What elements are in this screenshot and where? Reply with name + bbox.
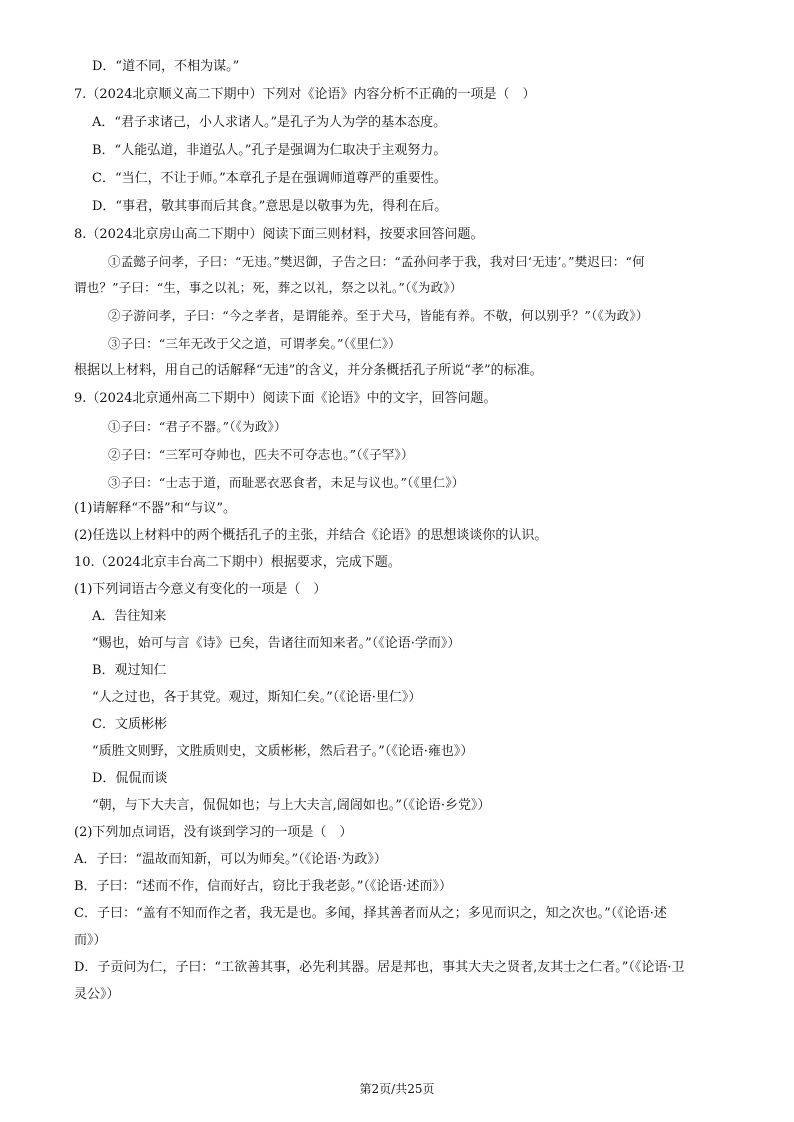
quote-10-1c: “质胜文则野，文胜质则史，文质彬彬，然后君子。”（《论语·雍也》） bbox=[92, 744, 474, 759]
option-10-1b: B．观过知仁 bbox=[92, 663, 167, 678]
question-10-2: (2)下列加点词语，没有谈到学习的一项是（ ） bbox=[74, 825, 353, 840]
material-8-1-line-2: 谓也？”子曰：“生，事之以礼；死，葬之以礼，祭之以礼。”（《为政》） bbox=[74, 280, 463, 295]
quote-10-1a: “赐也，始可与言《诗》已矣，告诸往而知来者。”（《论语·学而》） bbox=[92, 636, 461, 651]
question-9-2: (2)任选以上材料中的两个概括孔子的主张，并结合《论语》的思想谈谈你的认识。 bbox=[74, 528, 548, 543]
quote-10-1d: “朝，与下大夫言，侃侃如也；与上大夫言,訚訚如也。”（《论语·乡党》） bbox=[92, 798, 491, 813]
material-8-1-line-1: ①孟懿子问孝，子曰：“无违。”樊迟御，子告之曰：“孟孙问孝于我，我对曰‘无违’。”樊迟曰：“何 bbox=[108, 254, 645, 269]
material-8-2: ②子游问孝，子曰：“今之孝者，是谓能养。至于犬马，皆能有养。不敬，何以别乎？”（《为政》） bbox=[108, 308, 649, 323]
question-8: 8.（2024北京房山高二下期中）阅读下面三则材料，按要求回答问题。 bbox=[74, 227, 484, 242]
option-10-2c-line-2: 而》） bbox=[74, 933, 107, 948]
question-10: 10.（2024北京丰台高二下期中）根据要求，完成下题。 bbox=[74, 555, 401, 570]
option-10-1d: D．侃侃而谈 bbox=[92, 771, 168, 786]
option-10-1a: A．告往知来 bbox=[92, 609, 167, 624]
material-9-1: ①子曰：“君子不器。”（《为政》） bbox=[108, 419, 287, 434]
option-10-2a: A．子曰：“温故而知新，可以为师矣。”（《论语·为政》） bbox=[74, 852, 387, 867]
option-10-2d-line-1: D．子贡问为仁，子曰：“工欲善其事，必先利其器。居是邦也，事其大夫之贤者,友其士之仁者。”（《论语·卫 bbox=[74, 960, 685, 975]
option-10-2b: B．子曰：“述而不作，信而好古，窃比于我老彭。”（《论语·述而》） bbox=[74, 879, 452, 894]
question-9: 9.（2024北京通州高二下期中）阅读下面《论语》中的文字，回答问题。 bbox=[74, 391, 497, 406]
option-7a: A．“君子求诸己，小人求诸人。”是孔子为人为学的基本态度。 bbox=[92, 115, 447, 130]
option-10-2d-line-2: 灵公》） bbox=[74, 987, 120, 1002]
option-7c: C．“当仁，不让于师。”本章孔子是在强调师道尊严的重要性。 bbox=[92, 171, 447, 186]
question-8-prompt: 根据以上材料，用自己的话解释“无违”的含义，并分条概括孔子所说“孝”的标准。 bbox=[74, 363, 543, 378]
option-7d: D．“事君，敬其事而后其食。”意思是以敬事为先，得利在后。 bbox=[92, 199, 448, 214]
question-9-1: (1)请解释“不器”和“与议”。 bbox=[74, 501, 236, 516]
material-9-3: ③子曰：“士志于道，而耻恶衣恶食者，未足与议也。”（《里仁》） bbox=[108, 475, 465, 490]
question-10-1: (1)下列词语古今意义有变化的一项是（ ） bbox=[74, 582, 327, 597]
question-7: 7.（2024北京顺义高二下期中）下列对《论语》内容分析不正确的一项是（ ） bbox=[74, 87, 536, 102]
option-6d: D．“道不同，不相为谋。” bbox=[92, 59, 240, 74]
material-8-3: ③子曰：“三年无改于父之道，可谓孝矣。”（《里仁》） bbox=[108, 336, 401, 351]
page-footer: 第2页/共25页 bbox=[359, 1082, 435, 1096]
material-9-2: ②子曰：“三军可夺帅也，匹夫不可夺志也。”（《子罕》） bbox=[108, 447, 414, 462]
quote-10-1b: “人之过也，各于其党。观过，斯知仁矣。”（《论语·里仁》） bbox=[92, 690, 422, 705]
option-10-1c: C．文质彬彬 bbox=[92, 717, 167, 732]
option-7b: B．“人能弘道，非道弘人。”孔子是强调为仁取决于主观努力。 bbox=[92, 143, 447, 158]
option-10-2c-line-1: C．子曰：“盖有不知而作之者，我无是也。多闻，择其善者而从之；多见而识之，知之次也。”（《论语·述 bbox=[74, 906, 667, 921]
